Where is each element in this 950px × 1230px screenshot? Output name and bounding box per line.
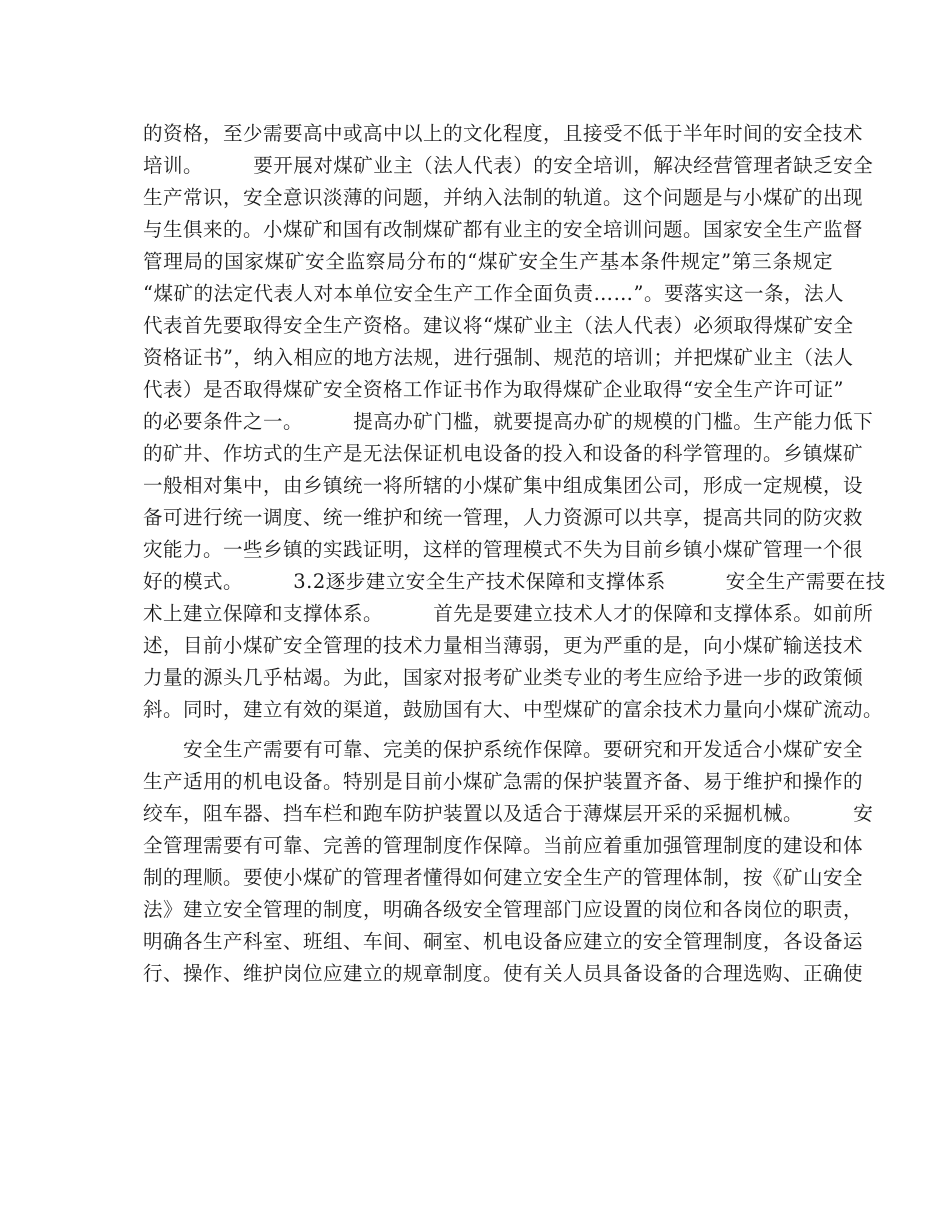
text-line: 备可进行统一调度、统一维护和统一管理，人力资源可以共享，提高共同的防灾救 bbox=[143, 506, 864, 529]
text-line: 的资格，至少需要高中或高中以上的文化程度，且接受不低于半年时间的安全技术 bbox=[143, 122, 864, 145]
text-line: 的矿井、作坊式的生产是无法保证机电设备的投入和设备的科学管理的。乡镇煤矿 bbox=[143, 442, 864, 465]
text-line: 绞车，阻车器、挡车栏和跑车防护装置以及适合于薄煤层开采的采掘机械。 安 bbox=[143, 802, 874, 825]
text-line: 力量的源头几乎枯竭。为此，国家对报考矿业类专业的考生应给予进一步的政策倾 bbox=[143, 666, 864, 689]
text-line: 的必要条件之一。 提高办矿门槛，就要提高办矿的规模的门槛。生产能力低下 bbox=[143, 410, 874, 433]
text-line: 法》建立安全管理的制度，明确各级安全管理部门应设置的岗位和各岗位的职责， bbox=[143, 898, 864, 921]
document-body bbox=[143, 118, 886, 990]
text-line: 术上建立保障和支撑体系。 首先是要建立技术人才的保障和支撑体系。如前所 bbox=[143, 602, 874, 625]
text-line: 代表）是否取得煤矿安全资格工作证书作为取得煤矿企业取得“安全生产许可证” bbox=[143, 378, 844, 401]
paragraph bbox=[143, 118, 886, 726]
text-line: 好的模式。 3.2逐步建立安全生产技术保障和支撑体系 安全生产需要在技 bbox=[143, 570, 886, 593]
text-line: “煤矿的法定代表人对本单位安全生产工作全面负责……”。要落实这一条，法人 bbox=[143, 282, 844, 305]
paragraph bbox=[143, 734, 874, 990]
text-line: 管理局的国家煤矿安全监察局分布的“煤矿安全生产基本条件规定”第三条规定 bbox=[143, 250, 833, 273]
text-line: 生产适用的机电设备。特别是目前小煤矿急需的保护装置齐备、易于维护和操作的 bbox=[143, 770, 864, 793]
text-line: 资格证书”，纳入相应的地方法规，进行强制、规范的培训；并把煤矿业主（法人 bbox=[143, 346, 854, 369]
text-line: 斜。同时，建立有效的渠道，鼓励国有大、中型煤矿的富余技术力量向小煤矿流动。 bbox=[143, 698, 884, 721]
text-line: 生产常识，安全意识淡薄的问题，并纳入法制的轨道。这个问题是与小煤矿的出现 bbox=[143, 186, 864, 209]
text-line: 行、操作、维护岗位应建立的规章制度。使有关人员具备设备的合理选购、正确使 bbox=[143, 962, 864, 985]
text-line: 代表首先要取得安全生产资格。建议将“煤矿业主（法人代表）必须取得煤矿安全 bbox=[143, 314, 854, 337]
text-line: 全管理需要有可靠、完善的管理制度作保障。当前应着重加强管理制度的建设和体 bbox=[143, 834, 864, 857]
text-line: 述，目前小煤矿安全管理的技术力量相当薄弱，更为严重的是，向小煤矿输送技术 bbox=[143, 634, 864, 657]
text-line: 明确各生产科室、班组、车间、硐室、机电设备应建立的安全管理制度，各设备运 bbox=[143, 930, 864, 953]
paragraph-gap bbox=[143, 726, 833, 734]
text-line: 一般相对集中，由乡镇统一将所辖的小煤矿集中组成集团公司，形成一定规模，设 bbox=[143, 474, 864, 497]
text-line: 制的理顺。要使小煤矿的管理者懂得如何建立安全生产的管理体制，按《矿山安全 bbox=[143, 866, 864, 889]
text-line: 安全生产需要有可靠、完美的保护系统作保障。要研究和开发适合小煤矿安全 bbox=[143, 738, 864, 761]
text-line: 与生俱来的。小煤矿和国有改制煤矿都有业主的安全培训问题。国家安全生产监督 bbox=[143, 218, 864, 241]
text-line: 灾能力。一些乡镇的实践证明，这样的管理模式不失为目前乡镇小煤矿管理一个很 bbox=[143, 538, 864, 561]
text-line: 培训。 要开展对煤矿业主（法人代表）的安全培训，解决经营管理者缺乏安全 bbox=[143, 154, 874, 177]
